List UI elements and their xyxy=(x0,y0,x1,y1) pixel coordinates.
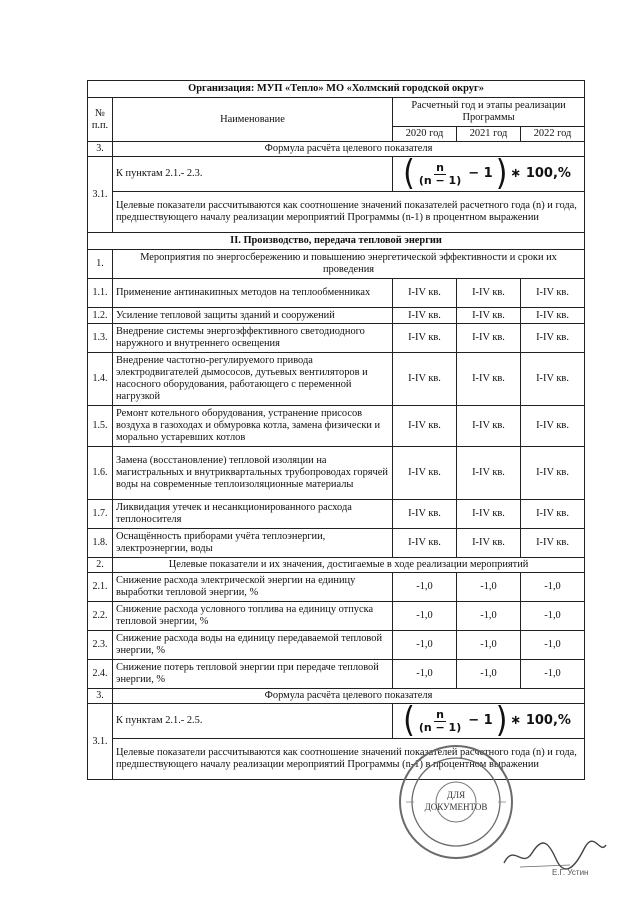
formula-desc-row xyxy=(88,192,585,233)
measure-name: Ликвидация утечек и несанкционированного расхода теплоносителя xyxy=(113,500,393,529)
header-row xyxy=(88,98,585,127)
signature-name: Е.Г. Устин xyxy=(552,868,589,877)
cell-2020: I-IV кв. xyxy=(393,308,457,324)
cell-2022: I-IV кв. xyxy=(521,500,585,529)
cell-2020: I-IV кв. xyxy=(393,353,457,406)
formula-minus-one: − 1 xyxy=(468,713,493,728)
cell-2020: -1,0 xyxy=(393,573,457,602)
year-2020: 2020 год xyxy=(393,127,457,142)
table-row: 2.2. Снижение расхода условного топлива на единицу отпуска тепловой энергии, % -1,0 -1,0 -1,0 xyxy=(88,602,585,631)
formula-row xyxy=(88,704,585,739)
table-row: 1.4. Внедрение частотно-регулируемого привода электродвигателей дымососов, дутьевых вентиляторов и насосного оборудования, работающего с переменной нагрузкой I-IV кв. I-IV кв. I-IV кв. xyxy=(88,353,585,406)
formula-description: Целевые показатели рассчитываются как соотношение значений показателей расчетного года (n) и года, предшествующего началу реализации мероприятий Программы (n-1) в процентном выражении xyxy=(113,739,585,780)
col-number-header: № п.п. xyxy=(88,98,113,142)
table-row: 1.1. Применение антинакипных методов на теплообменниках I-IV кв. I-IV кв. I-IV кв. xyxy=(88,279,585,308)
formula-reference: К пунктам 2.1.- 2.3. xyxy=(113,157,393,192)
measures-title-row xyxy=(88,250,585,279)
targets-title: Целевые показатели и их значения, достигаемые в ходе реализации мероприятий xyxy=(113,558,585,573)
cell-2020: -1,0 xyxy=(393,631,457,660)
cell-2021: I-IV кв. xyxy=(457,406,521,447)
cell-2022: -1,0 xyxy=(521,573,585,602)
formula-cell xyxy=(393,157,585,192)
formula-title-row xyxy=(88,689,585,704)
cell-2020: -1,0 xyxy=(393,660,457,689)
cell-2020: I-IV кв. xyxy=(393,529,457,558)
measure-name: Усиление тепловой защиты зданий и сооружений xyxy=(113,308,393,324)
document-sheet xyxy=(87,80,584,780)
formula-multiplier: ∗ 100,% xyxy=(510,166,571,181)
formula-description: Целевые показатели рассчитываются как соотношение значений показателей расчетного года (n) и года, предшествующего началу реализации мероприятий Программы (n-1) в процентном выражении xyxy=(113,192,585,233)
row-number: 3. xyxy=(88,142,113,157)
table-row: 1.5. Ремонт котельного оборудования, устранение присосов воздуха в газоходах и обмуровка котла, замена физически и морально устаревших котлов I-IV кв. I-IV кв. I-IV кв. xyxy=(88,406,585,447)
cell-2022: -1,0 xyxy=(521,602,585,631)
formula-minus-one: − 1 xyxy=(468,166,493,181)
row-number: 2. xyxy=(88,558,113,573)
measure-name: Ремонт котельного оборудования, устранение присосов воздуха в газоходах и обмуровка котла, замена физически и морально устаревших котлов xyxy=(113,406,393,447)
measure-name: Внедрение системы энергоэффективного светодиодного наружного и внутреннего освещения xyxy=(113,324,393,353)
formula-cell xyxy=(393,704,585,739)
cell-2022: I-IV кв. xyxy=(521,308,585,324)
col-years-header: Расчетный год и этапы реализации Программы xyxy=(393,98,585,127)
targets-title-row xyxy=(88,558,585,573)
cell-2020: I-IV кв. xyxy=(393,500,457,529)
formula-row xyxy=(88,157,585,192)
col-name-header: Наименование xyxy=(113,98,393,142)
cell-2022: I-IV кв. xyxy=(521,406,585,447)
cell-2022: I-IV кв. xyxy=(521,447,585,500)
measures-title: Мероприятия по энергосбережению и повышению энергетической эффективности и сроки их проведения xyxy=(113,250,585,279)
stamp-line1: ДЛЯ xyxy=(446,790,466,800)
cell-2020: -1,0 xyxy=(393,602,457,631)
cell-2021: -1,0 xyxy=(457,602,521,631)
program-table xyxy=(87,80,585,780)
cell-2022: I-IV кв. xyxy=(521,324,585,353)
table-row: 1.2. Усиление тепловой защиты зданий и сооружений I-IV кв. I-IV кв. I-IV кв. xyxy=(88,308,585,324)
table-row: 1.8. Оснащённость приборами учёта теплоэнергии, электроэнергии, воды I-IV кв. I-IV кв. I-IV кв. xyxy=(88,529,585,558)
target-name: Снижение расхода условного топлива на единицу отпуска тепловой энергии, % xyxy=(113,602,393,631)
org-title: Организация: МУП «Тепло» МО «Холмский городской округ» xyxy=(88,81,585,98)
table-row: 2.4. Снижение потерь тепловой энергии при передаче тепловой энергии, % -1,0 -1,0 -1,0 xyxy=(88,660,585,689)
table-row: 1.7. Ликвидация утечек и несанкционированного расхода теплоносителя I-IV кв. I-IV кв. I-IV кв. xyxy=(88,500,585,529)
formula-denominator: (n − 1) xyxy=(418,173,462,187)
target-name: Снижение расхода электрической энергии на единицу выработки тепловой энергии, % xyxy=(113,573,393,602)
measure-name: Оснащённость приборами учёта теплоэнергии, электроэнергии, воды xyxy=(113,529,393,558)
cell-2022: I-IV кв. xyxy=(521,279,585,308)
cell-2022: I-IV кв. xyxy=(521,529,585,558)
table-row: 2.1. Снижение расхода электрической энергии на единицу выработки тепловой энергии, % -1,0 -1,0 -1,0 xyxy=(88,573,585,602)
cell-2022: I-IV кв. xyxy=(521,353,585,406)
cell-2021: -1,0 xyxy=(457,573,521,602)
formula-numerator: n xyxy=(436,707,444,721)
cell-2021: I-IV кв. xyxy=(457,500,521,529)
cell-2021: I-IV кв. xyxy=(457,353,521,406)
formula-multiplier: ∗ 100,% xyxy=(510,713,571,728)
formula: ( $\frac{n}{(n - 1)}$ − 1 ) ∗ 100,% xyxy=(403,703,571,739)
cell-2021: I-IV кв. xyxy=(457,279,521,308)
official-stamp xyxy=(396,742,516,862)
cell-2022: -1,0 xyxy=(521,631,585,660)
year-2021: 2021 год xyxy=(457,127,521,142)
row-number: 3.1. xyxy=(88,157,113,233)
formula: ( $\frac{n}{(n - 1)}$ − 1 ) ∗ 100,% xyxy=(403,156,571,192)
stamp-line2: ДОКУМЕНТОВ xyxy=(424,802,488,812)
measure-name: Замена (восстановление) тепловой изоляции на магистральных и внутриквартальных трубопроводах горячей воды на современные теплоизоляционные материалы xyxy=(113,447,393,500)
cell-2021: I-IV кв. xyxy=(457,308,521,324)
table-row: 1.6. Замена (восстановление) тепловой изоляции на магистральных и внутриквартальных трубопроводах горячей воды на современные теплоизоляционные материалы I-IV кв. I-IV кв. I-IV кв. xyxy=(88,447,585,500)
formula-numerator: n xyxy=(436,160,444,174)
section-title: II. Производство, передача тепловой энергии xyxy=(88,233,585,250)
cell-2020: I-IV кв. xyxy=(393,279,457,308)
formula-title: Формула расчёта целевого показателя xyxy=(113,689,585,704)
formula-title: Формула расчёта целевого показателя xyxy=(113,142,585,157)
measure-name: Применение антинакипных методов на теплообменниках xyxy=(113,279,393,308)
formula-title-row xyxy=(88,142,585,157)
table-row: 2.3. Снижение расхода воды на единицу передаваемой тепловой энергии, % -1,0 -1,0 -1,0 xyxy=(88,631,585,660)
table-row: 1.3. Внедрение системы энергоэффективного светодиодного наружного и внутреннего освещения I-IV кв. I-IV кв. I-IV кв. xyxy=(88,324,585,353)
formula-denominator: (n − 1) xyxy=(418,720,462,734)
cell-2022: -1,0 xyxy=(521,660,585,689)
cell-2020: I-IV кв. xyxy=(393,406,457,447)
row-number: 1. xyxy=(88,250,113,279)
cell-2021: I-IV кв. xyxy=(457,324,521,353)
org-row xyxy=(88,81,585,98)
year-2022: 2022 год xyxy=(521,127,585,142)
target-name: Снижение потерь тепловой энергии при передаче тепловой энергии, % xyxy=(113,660,393,689)
cell-2021: -1,0 xyxy=(457,660,521,689)
section-title-row xyxy=(88,233,585,250)
cell-2020: I-IV кв. xyxy=(393,324,457,353)
cell-2021: -1,0 xyxy=(457,631,521,660)
target-name: Снижение расхода воды на единицу передаваемой тепловой энергии, % xyxy=(113,631,393,660)
row-number: 3. xyxy=(88,689,113,704)
measure-name: Внедрение частотно-регулируемого привода электродвигателей дымососов, дутьевых вентиляторов и насосного оборудования, работающего с переменной нагрузкой xyxy=(113,353,393,406)
row-number: 3.1. xyxy=(88,704,113,780)
cell-2021: I-IV кв. xyxy=(457,447,521,500)
cell-2021: I-IV кв. xyxy=(457,529,521,558)
cell-2020: I-IV кв. xyxy=(393,447,457,500)
formula-reference: К пунктам 2.1.- 2.5. xyxy=(113,704,393,739)
